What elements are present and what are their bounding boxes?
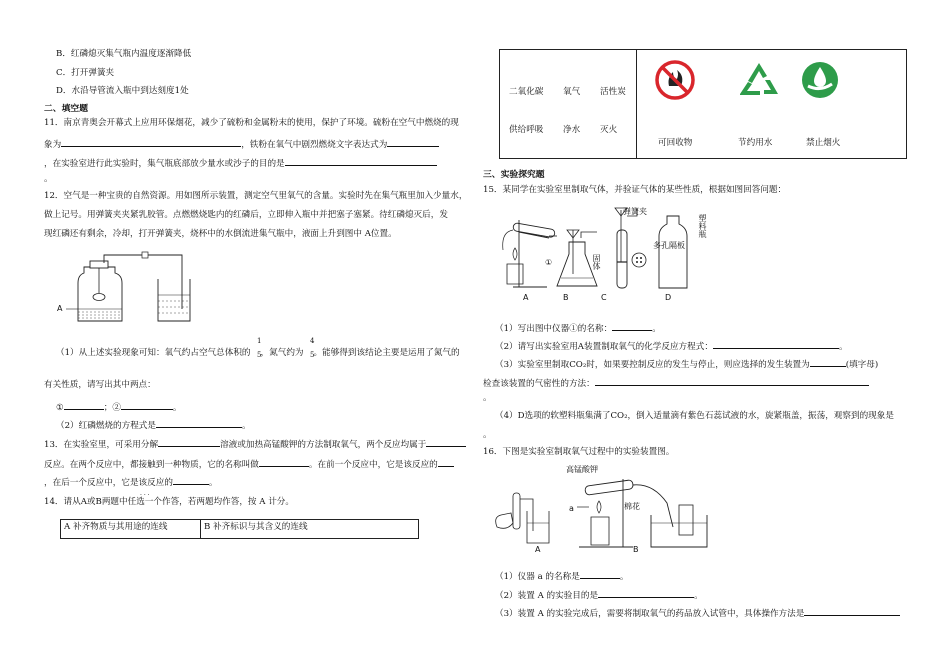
q13-line1 [44,437,466,451]
q15-sub3-end: 。 [483,393,492,403]
fig15-label-c: C [601,293,607,302]
q14-choice-table [60,519,419,539]
q15-sub3-line2 [483,376,869,390]
fig15-label-d: D [665,293,672,302]
q11-blank-3[interactable] [285,156,437,166]
q15-sub4: （4）D选项的软塑料瓶集满了CO₂，倒入适量滴有紫色石蕊试液的水，旋紧瓶盖，振荡，观察到的现象是 [495,411,894,421]
label-porous-plate: 多孔隔板 [653,241,685,250]
q15-sub2-text: （2）请写出实验室用A装置制取氧气的化学反应方程式： [495,342,713,352]
q12-blank-point-2[interactable] [121,400,173,410]
substance-activated-carbon: 活性炭 [600,87,626,97]
q12-sub1-text-c: 。能够得到该结论主要是运用了氮气的 [313,348,460,358]
q15-sub1 [495,321,661,335]
use-breathing: 供给呼吸 [509,125,544,135]
sign-label-recyclable: 可回收物 [658,138,693,148]
q11-line3 [44,156,437,170]
q13-blank-1[interactable] [158,437,220,447]
q15-sub1-end: 。 [652,324,661,334]
label-instrument-1: ① [545,258,553,267]
q15-sub4-end: 。 [483,430,492,440]
water-saving-sign-icon [800,60,840,100]
q11-text-b: ，铁粉在氧气中剧烈燃烧文字表达式为 [241,140,388,150]
q12-sub1-line3 [56,400,182,414]
fraction-1-numerator: 1 [257,337,262,345]
fig16-label-a: A [535,545,541,554]
substance-co2: 二氧化碳 [509,87,544,97]
q15-sub3-check-text: 检查该装置的气密性的方法： [483,379,595,389]
q12-sub2-end: 。 [242,421,251,431]
q11-blank-2[interactable] [387,137,439,147]
recycle-sign-icon [738,60,780,100]
gas-apparatus-figure [493,202,723,302]
q12-blank-equation[interactable] [156,418,242,428]
q15-sub2-end: 。 [838,342,848,352]
no-fire-sign-icon [655,60,695,100]
q16-sub2 [495,588,703,602]
label-plastic-bottle: 塑料瓶 [698,214,707,238]
q13-blank-4[interactable] [438,457,454,467]
q12-line1: 12．空气是一种宝贵的自然资源。用如图所示装置，测定空气里氧气的含量。实验时先在集气瓶里加入少量水， [44,191,468,201]
q11-line4: 。 [44,174,53,184]
q12-point-2-label: ；② [103,403,121,413]
matching-table-divider [636,50,637,158]
q14-option-a-cell[interactable]: A 补齐物质与其用途的连线 [61,520,201,538]
oxygen-measurement-apparatus [60,251,190,326]
label-solid: 固体 [592,254,601,270]
fraction-2-numerator: 4 [310,337,315,345]
q16-sub3-text: （3）装置 A 的实验完成后，需要将制取氧气的药品放入试管中，具体操作方法是 [495,609,805,619]
q11-line1: 11．南京青奥会开幕式上应用环保烟花，减少了硫粉和金属粉末的使用，保护了环境。硫粉在空气中燃烧的现 [44,118,459,128]
label-cotton: 棉花 [624,502,640,511]
q12-point-1-label: ① [56,403,64,413]
label-spring-clip: 弹簧夹 [623,207,647,216]
use-water-purify: 净水 [563,125,581,135]
option-b: B．红磷熄灭集气瓶内温度逐渐降低 [56,49,192,59]
q13-line3 [44,475,218,489]
q12-sub2 [56,418,251,432]
oxygen-preparation-figure [493,465,723,553]
q16-sub3 [495,606,900,620]
q12-sub1-text-a: （1）从上述实验现象可知：氧气约占空气总体积的 [56,348,251,358]
q15-line: 15．某同学在实验室里制取气体，并验证气体的某些性质，根据如图回答问题： [483,185,787,195]
option-d: D．水沿导管流入瓶中到达刻度1处 [56,86,189,96]
q15-sub3-text: （3）实验室里制取CO₂时，如果要控制反应的发生与停止，则应选择的发生装置为 [495,360,810,370]
q12-sub1-line1 [56,348,460,359]
q15-blank-airtight-check[interactable] [595,376,869,386]
q15-sub1-text: （1）写出图中仪器①的名称： [495,324,613,334]
matching-table [499,49,907,159]
sign-label-save-water: 节约用水 [738,138,773,148]
substance-oxygen: 氧气 [563,87,581,97]
q11-blank-1[interactable] [61,137,241,147]
q13-blank-2[interactable] [426,437,466,447]
q12-point-end: 。 [172,403,182,413]
q13-blank-5[interactable] [173,475,209,485]
q12-sub1-line2: 有关性质，请写出其中两点： [44,380,156,390]
q16-blank-purpose[interactable] [598,588,694,598]
q15-sub3-line1 [495,357,878,371]
use-fire-extinguish: 灭火 [600,125,618,135]
fig15-label-b: B [563,293,569,302]
q12-line3: 现红磷还有剩余，冷却，打开弹簧夹，烧杯中的水倒流进集气瓶中，液面上升到图中 A位置。 [44,229,397,239]
fig15-label-a: A [523,293,529,302]
q16-sub1 [495,569,628,583]
q11-text-c: ，在实验室进行此实验时，集气瓶底部放少量水或沙子的目的是 [44,159,285,169]
q14-option-b-cell[interactable]: B 补齐标识与其含义的连线 [204,522,308,532]
section-experiment-heading: 三、实验探究题 [483,170,545,180]
q16-sub2-text: （2）装置 A 的实验目的是 [495,591,599,601]
q13-text-e: ，在后一个反应中，它是该反应的 [44,478,173,488]
label-kmno4: 高锰酸钾 [566,465,598,474]
q13-text-d: 。在前一个反应中，它是该反应的 [308,460,438,470]
sign-label-no-fire: 禁止烟火 [806,138,841,148]
q15-sub2 [495,339,848,353]
q12-sub2-text: （2）红磷燃烧的方程式是 [56,421,156,431]
q16-line: 16．下图是实验室制取氧气过程中的实验装置图。 [483,447,675,457]
q13-text-b: 溶液或加热高锰酸钾的方法制取氧气，两个反应均属于 [220,440,427,450]
q12-sub1-text-b: ，氮气约为 [260,348,304,358]
label-instrument-a: a [569,504,574,513]
q16-sub1-text: （1）仪器 a 的名称是 [495,572,580,582]
fraction-1-denominator: 5 [257,351,262,359]
q13-text-f: 。 [208,478,218,488]
q15-blank-equation[interactable] [713,339,839,349]
q11-text-a: 象为 [44,140,62,150]
q16-sub1-end: 。 [619,572,629,582]
figure-label-a: A [57,304,63,313]
q15-blank-device[interactable] [810,357,846,367]
q16-blank-method[interactable] [804,606,900,616]
q11-line2 [44,137,439,151]
q15-blank-instrument[interactable] [612,321,652,331]
q16-sub2-end: 。 [694,591,703,601]
fraction-2-denominator: 5 [310,351,315,359]
q13-blank-3[interactable] [259,457,309,467]
q14-emphasis-dots: · · · [140,492,150,499]
option-c: C．打开弹簧夹 [56,68,115,78]
q13-text-c: 反应。在两个反应中，都接触到一种物质，它的名称叫做 [44,460,259,470]
q13-line2 [44,457,454,471]
q14-line: 14．请从A或B两题中任选一个作答，若两题均作答，按 A 计分。 [44,497,294,507]
q15-sub3-note: (填字母) [845,360,879,370]
fig16-label-b: B [633,545,639,554]
q12-line2: 做上记号。用弹簧夹夹紧乳胶管。点燃燃烧匙内的红磷后，立即伸入瓶中并把塞子塞紧。待红磷熄灭后，发 [44,210,448,220]
section-fill-in-heading: 二、填空题 [44,104,88,114]
q13-text-a: 13．在实验室里，可采用分解 [44,440,159,450]
q16-blank-instrument[interactable] [580,569,620,579]
q12-blank-point-1[interactable] [64,400,104,410]
